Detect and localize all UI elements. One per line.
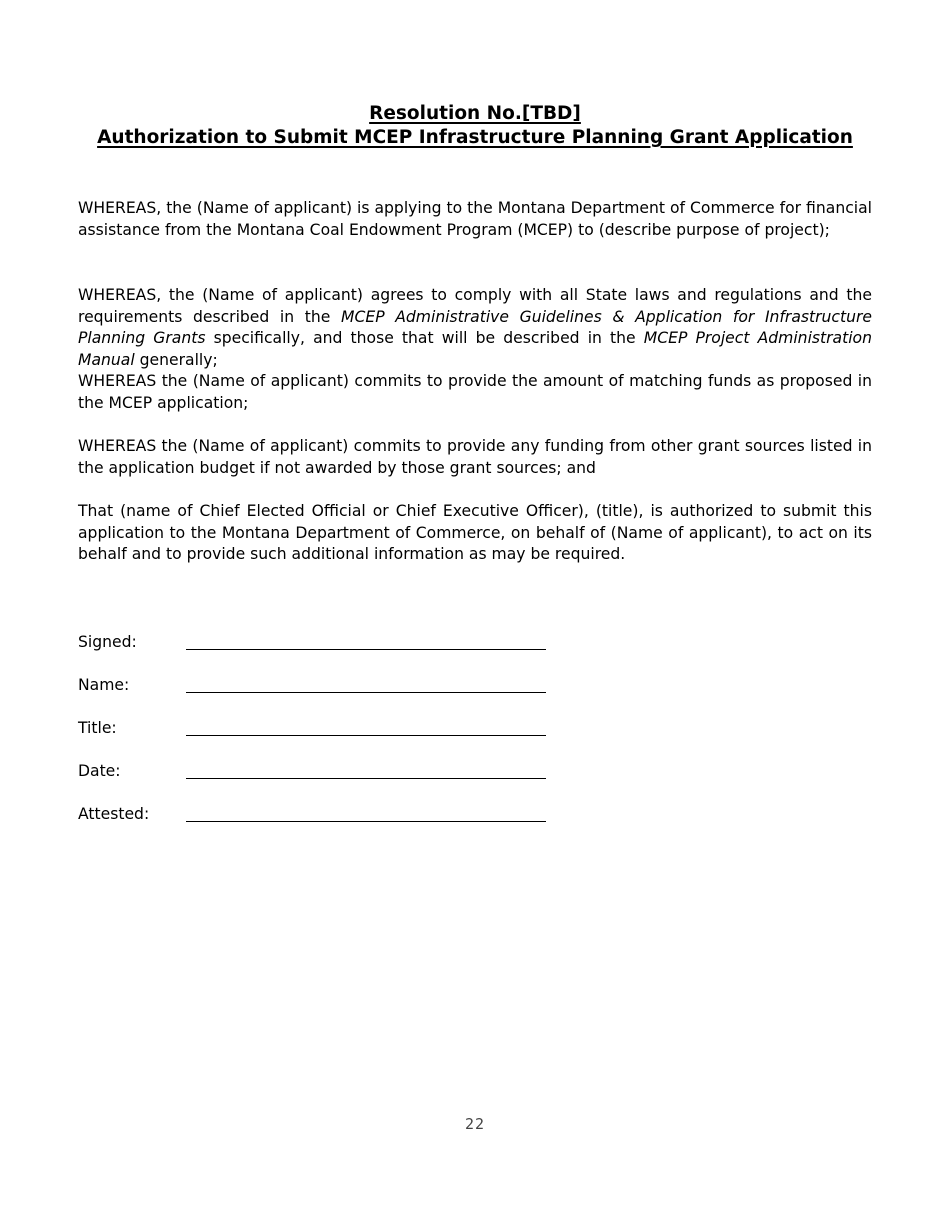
signed-line[interactable] [186,649,546,650]
page-number: 22 [464,1115,486,1133]
document-title: Authorization to Submit MCEP Infrastructure Planning Grant Application [97,127,853,148]
resolution-number: Resolution No.[TBD] [369,103,581,124]
p2-text-1: WHEREAS, the (Name of applicant) agrees to comply with all State laws and regulations and the requirements described in the [78,286,872,326]
manual-title: MCEP Project Administration Manual [78,329,872,369]
date-label: Date: [78,762,121,780]
whereas-paragraph-4: WHEREAS the (Name of applicant) commits to provide any funding from other grant sources listed in the application budget if not awarded by those grant sources; and [78,437,872,477]
date-line[interactable] [186,778,546,779]
title-label: Title: [78,719,117,737]
p2-text-3: generally; [134,350,218,369]
signed-label: Signed: [78,633,137,651]
guidelines-title: MCEP Administrative Guidelines & Application for Infrastructure Planning Grants [78,307,872,348]
authorization-paragraph: That (name of Chief Elected Official or Chief Executive Officer), (title), is authorized to submit this application to the Montana Department of Commerce, on behalf of (Name of applicant), to act on its behalf and to provide such additional information as may be required. [78,502,872,564]
p2-text-2: specifically, and those that will be described in the [205,329,644,348]
name-label: Name: [78,676,130,694]
name-line[interactable] [186,692,546,693]
attested-label: Attested: [78,805,150,823]
attested-line[interactable] [186,821,546,822]
title-line[interactable] [186,735,546,736]
whereas-paragraph-3: WHEREAS the (Name of applicant) commits to provide the amount of matching funds as proposed in the MCEP application; [78,372,872,412]
document-header [78,102,872,150]
whereas-paragraph-1: WHEREAS, the (Name of applicant) is applying to the Montana Department of Commerce for financial assistance from the Montana Coal Endowment Program (MCEP) to (describe purpose of project); [78,199,872,239]
document-page [78,0,872,1230]
whereas-paragraph-2 [78,285,872,371]
